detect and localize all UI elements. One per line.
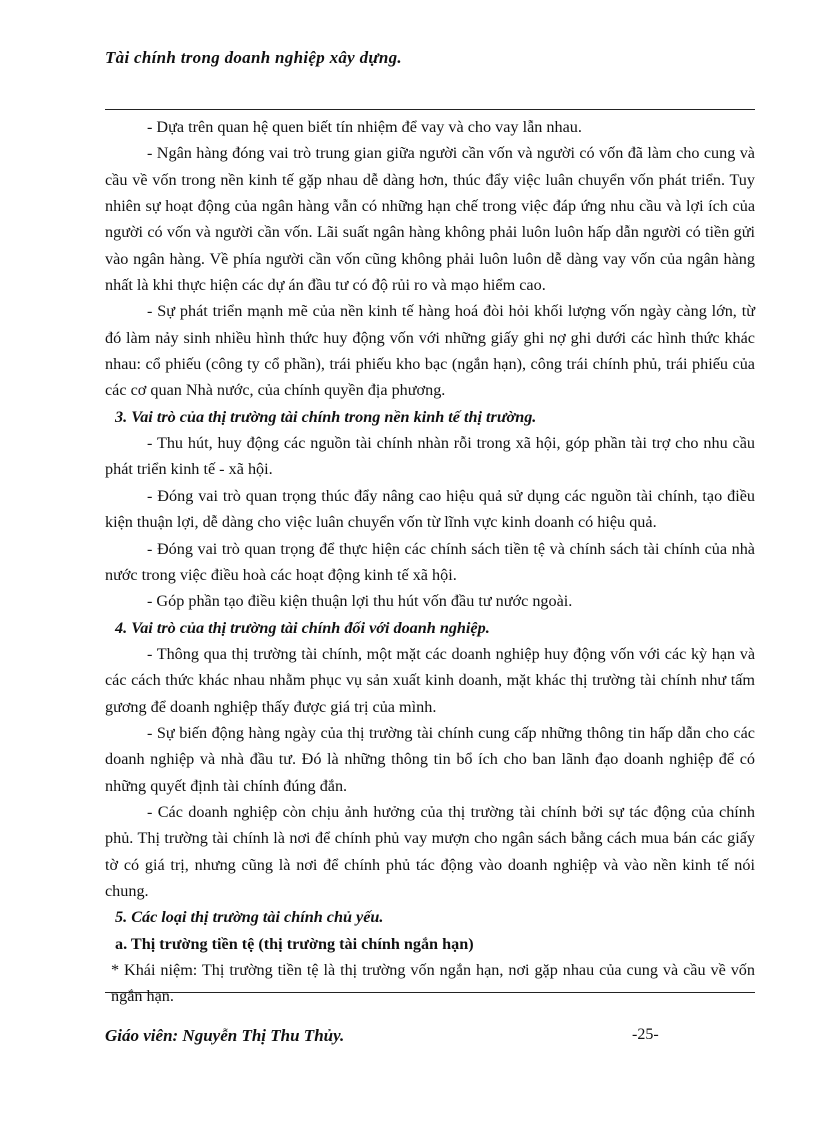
paragraph: - Sự phát triển mạnh mẽ của nền kinh tế hàng hoá đòi hỏi khối lượng vốn ngày càng lớn, từ đó làm nảy sinh nhiều hình thức huy động vốn với những giấy ghi nợ ghi dưới các hình thức khác nhau: cổ phiếu (công ty cổ phần), trái phiếu kho bạc (ngắn hạn), công trái chính phủ, trái phiếu của các cơ quan Nhà nước, của chính quyền địa phương. bbox=[105, 302, 755, 400]
paragraph: - Ngân hàng đóng vai trò trung gian giữa người cần vốn và người có vốn đã làm cho cung và cầu về vốn trong nền kinh tế gặp nhau dễ dàng hơn, thúc đẩy việc luân chuyển vốn phát triển. Tuy nhiên sự hoạt động của ngân hàng vẫn có những hạn chế trong việc đáp ứng nhu cầu và lợi ích của người có vốn và người cần vốn. Lãi suất ngân hàng không phải luôn luôn hấp dẫn người có tiền gửi vào ngân hàng. Về phía người cần vốn cũng không phải luôn luôn dễ dàng vay vốn của ngân hàng nhất là khi thực hiện các dự án đầu tư có độ rủi ro và mạo hiểm cao. bbox=[105, 144, 755, 295]
section-heading-3: 3. Vai trò của thị trường tài chính trong nền kinh tế thị trường. bbox=[115, 407, 537, 426]
footer-divider bbox=[105, 992, 755, 993]
paragraph: - Dựa trên quan hệ quen biết tín nhiệm để vay và cho vay lẫn nhau. bbox=[147, 118, 582, 136]
subsection-heading-a: a. Thị trường tiền tệ (thị trường tài chính ngắn hạn) bbox=[115, 934, 474, 953]
page-number: -25- bbox=[632, 1026, 659, 1043]
paragraph: - Góp phần tạo điều kiện thuận lợi thu hút vốn đầu tư nước ngoài. bbox=[147, 592, 573, 611]
section-heading-4: 4. Vai trò của thị trường tài chính đối với doanh nghiệp. bbox=[115, 618, 490, 637]
page-header-title: Tài chính trong doanh nghiệp xây dựng. bbox=[105, 48, 402, 67]
paragraph: - Đóng vai trò quan trọng thúc đẩy nâng cao hiệu quả sử dụng các nguồn tài chính, tạo điều kiện thuận lợi, dễ dàng cho việc luân chuyển vốn từ lĩnh vực kinh doanh có hiệu quả. bbox=[105, 486, 755, 532]
paragraph: - Thông qua thị trường tài chính, một mặt các doanh nghiệp huy động vốn với các kỳ hạn và các cách thức khác nhau nhằm phục vụ sản xuất kinh doanh, mặt khác thị trường tài chính như tấm gương để doanh nghiệp thấy được giá trị của mình. bbox=[105, 644, 755, 716]
footer-teacher: Giáo viên: Nguyễn Thị Thu Thủy. bbox=[105, 1026, 345, 1045]
header-divider bbox=[105, 109, 755, 110]
paragraph: - Thu hút, huy động các nguồn tài chính nhàn rỗi trong xã hội, góp phần tài trợ cho nhu cầu phát triển kinh tế - xã hội. bbox=[105, 434, 755, 479]
paragraph: - Đóng vai trò quan trọng để thực hiện các chính sách tiền tệ và chính sách tài chính của nhà nước trong việc điều hoà các hoạt động kinh tế xã hội. bbox=[105, 539, 755, 584]
page-footer bbox=[105, 1026, 755, 1052]
section-heading-5: 5. Các loại thị trường tài chính chủ yếu. bbox=[115, 908, 384, 927]
definition-paragraph: * Khái niệm: Thị trường tiền tệ là thị trường vốn ngắn hạn, nơi gặp nhau của cung và cầu về vốn ngắn hạn. bbox=[111, 961, 755, 1006]
paragraph: - Các doanh nghiệp còn chịu ảnh hưởng của thị trường tài chính bởi sự tác động của chính phủ. Thị trường tài chính là nơi để chính phủ vay mượn cho ngân sách bằng cách mua bán các giấy tờ có giá trị, nhưng cũng là nơi để chính phủ tác động vào doanh nghiệp và vào nền kinh tế nói chung. bbox=[105, 802, 755, 900]
document-body bbox=[105, 114, 755, 1010]
paragraph: - Sự biến động hàng ngày của thị trường tài chính cung cấp những thông tin hấp dẫn cho các doanh nghiệp và nhà đầu tư. Đó là những thông tin bổ ích cho ban lãnh đạo doanh nghiệp để có những quyết định tài chính đúng đắn. bbox=[105, 723, 755, 795]
